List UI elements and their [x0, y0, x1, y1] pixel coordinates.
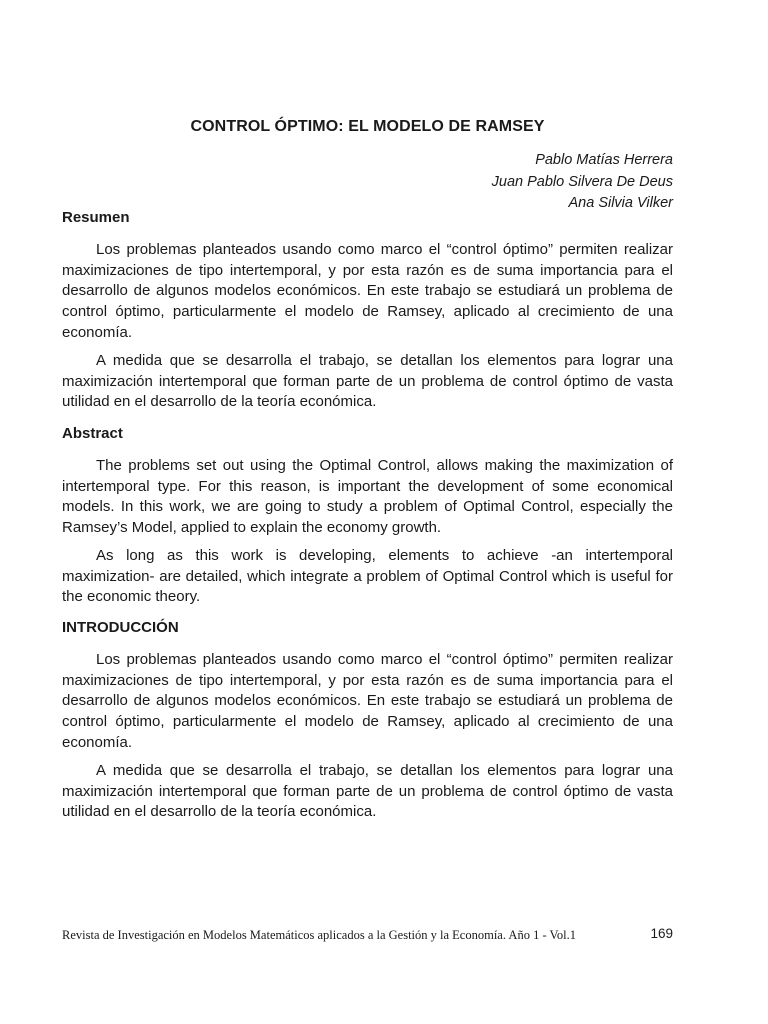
author-name: Juan Pablo Silvera De Deus — [491, 173, 673, 190]
section-heading-introduccion: INTRODUCCIÓN — [62, 619, 179, 636]
document-page — [62, 0, 673, 1024]
page-number: 169 — [650, 926, 673, 941]
introduccion-paragraph-2: A medida que se desarrolla el trabajo, se detallan los elementos para lograr una maximización intertemporal que forman parte de un problema de control óptimo de vasta utilidad en el desarrollo de la teoría económica. — [62, 762, 673, 821]
journal-citation: Revista de Investigación en Modelos Matemáticos aplicados a la Gestión y la Economía. Año 1 - Vol.1 — [62, 928, 577, 942]
author-name: Pablo Matías Herrera — [535, 152, 673, 168]
author-name: Ana Silvia Vilker — [568, 195, 673, 211]
resumen-paragraph-1: Los problemas planteados usando como marco el “control óptimo” permiten realizar maximizaciones de tipo intertemporal, y por esta razón es de suma importancia para el desarrollo de algunos modelos económicos. En este trabajo se estudiará un problema de control óptimo, particularmente el modelo de Ramsey, aplicado al crecimiento de una economía. — [62, 241, 673, 341]
paper-title: CONTROL ÓPTIMO: EL MODELO DE RAMSEY — [190, 118, 545, 135]
section-heading-resumen: Resumen — [62, 209, 130, 226]
author-list — [62, 150, 673, 215]
abstract-paragraph-1: The problems set out using the Optimal Control, allows making the maximization of intertemporal type. For this reason, is important the development of some economical models. In this work, we are going to study a problem of Optimal Control, especially the Ramsey’s Model, applied to explain the economy growth. — [62, 457, 673, 537]
section-heading-abstract: Abstract — [62, 425, 123, 442]
introduccion-paragraph-1: Los problemas planteados usando como marco el “control óptimo” permiten realizar maximizaciones de tipo intertemporal, y por esta razón es de suma importancia para el desarrollo de algunos modelos económicos. En este trabajo se estudiará un problema de control óptimo, particularmente el modelo de Ramsey, aplicado al crecimiento de una economía. — [62, 651, 673, 751]
abstract-paragraph-2: As long as this work is developing, elements to achieve -an intertemporal maximization- are detailed, which integrate a problem of Optimal Control which is useful for the economic theory. — [62, 547, 673, 606]
resumen-paragraph-2: A medida que se desarrolla el trabajo, se detallan los elementos para lograr una maximización intertemporal que forman parte de un problema de control óptimo de vasta utilidad en el desarrollo de la teoría económica. — [62, 352, 673, 411]
